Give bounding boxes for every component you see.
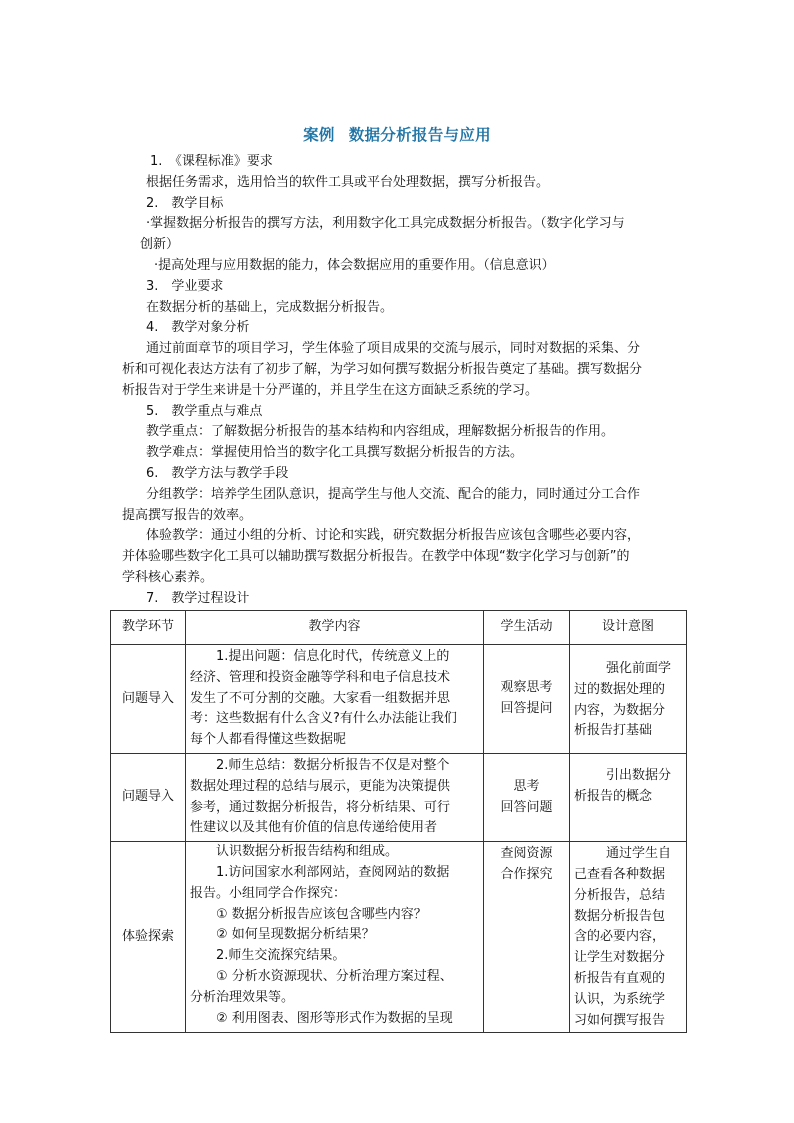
row1-intent-line: 过的数据处理的 bbox=[574, 681, 666, 697]
row1-content-line: 每个人都看得懂这些数据呢 bbox=[190, 732, 347, 748]
section-4-heading: 4. 教学对象分析 bbox=[146, 320, 250, 336]
row2-content-line: 性建议以及其他有价值的信息传递给使用者 bbox=[190, 820, 438, 836]
section-6-p2-line2: 并体验哪些数字化工具可以辅助撰写数据分析报告。在教学中体现“数字化学习与创新”的 bbox=[122, 549, 630, 565]
page-title bbox=[0, 123, 794, 145]
section-5-heading: 5. 教学重点与难点 bbox=[146, 403, 263, 419]
row2-intent bbox=[570, 753, 687, 841]
row2-content bbox=[186, 753, 484, 841]
body-text bbox=[122, 152, 686, 610]
section-2-item2: ·提高处理与应用数据的能力，体会数据应用的重要作用。（信息意识） bbox=[154, 257, 555, 273]
header-content: 教学内容 bbox=[186, 611, 484, 645]
section-6-p1-line1: 分组教学：培养学生团队意识，提高学生与他人交流、配合的能力，同时通过分工合作 bbox=[146, 486, 641, 502]
row1-intent-line: 内容，为数据分 bbox=[574, 702, 666, 718]
row3-intent-line: 析报告有直观的 bbox=[574, 970, 666, 986]
row3-content-line: 认识数据分析报告结构和组成。 bbox=[216, 844, 399, 860]
row3-intent-line: 认识，为系统学 bbox=[574, 991, 666, 1007]
section-5-key: 教学重点：了解数据分析报告的基本结构和内容组成，理解数据分析报告的作用。 bbox=[146, 424, 615, 440]
section-2-heading: 2. 教学目标 bbox=[146, 195, 224, 211]
row1-activity-line: 观察思考 bbox=[500, 680, 553, 696]
row1-content bbox=[186, 645, 484, 754]
row3-intent-line: 分析报告，总结 bbox=[574, 887, 666, 903]
table-row bbox=[111, 753, 687, 841]
row3-activity-line: 查阅资源 bbox=[500, 846, 553, 862]
section-6-p2-line3: 学科核心素养。 bbox=[122, 569, 214, 585]
row1-intent-line: 析报告打基础 bbox=[574, 723, 653, 739]
row2-activity bbox=[484, 753, 570, 841]
row1-stage: 问题导入 bbox=[111, 645, 186, 754]
row3-content-line: ② 如何呈现数据分析结果？ bbox=[216, 927, 375, 943]
row3-intent-line: 让学生对数据分 bbox=[574, 950, 666, 966]
row3-content-line: 2.师生交流探究结果。 bbox=[216, 948, 346, 964]
title-part2: 数据分析报告与应用 bbox=[348, 126, 491, 144]
table-row bbox=[111, 645, 687, 754]
row3-intent bbox=[570, 842, 687, 1033]
teaching-process-table bbox=[110, 610, 687, 1033]
row3-stage: 体验探索 bbox=[111, 842, 186, 1033]
row3-intent-line: 己查看各种数据 bbox=[574, 866, 666, 882]
row3-activity bbox=[484, 842, 570, 1033]
section-4-line2: 析和可视化表达方法有了初步了解，为学习如何撰写数据分析报告奠定了基础。撰写数据分 bbox=[122, 361, 643, 377]
row2-content-line: 2.师生总结：数据分析报告不仅是对整个 bbox=[216, 757, 450, 773]
row1-content-line: 经济、管理和投资金融等学科和电子信息技术 bbox=[190, 669, 451, 685]
row1-content-line: 考：这些数据有什么含义?有什么办法能让我们 bbox=[190, 711, 457, 727]
section-1-text: 根据任务需求，选用恰当的软件工具或平台处理数据，撰写分析报告。 bbox=[146, 174, 550, 190]
row1-intent-line: 强化前面学 bbox=[606, 661, 672, 676]
row1-intent bbox=[570, 645, 687, 754]
row2-intent-line: 引出数据分 bbox=[606, 767, 672, 783]
section-6-p2-line1: 体验教学：通过小组的分析、讨论和实践，研究数据分析报告应该包含哪些必要内容， bbox=[146, 528, 641, 544]
row3-intent-line: 习如何撰写报告 bbox=[574, 1012, 666, 1028]
section-6-p1-line2: 提高撰写报告的效率。 bbox=[122, 507, 253, 523]
header-stage: 教学环节 bbox=[111, 611, 186, 645]
row3-content-line: 报告。小组同学合作探究： bbox=[190, 885, 347, 901]
row2-content-line: 数据处理过程的总结与展示，更能为决策提供 bbox=[190, 778, 451, 794]
section-7-heading: 7. 教学过程设计 bbox=[146, 590, 250, 606]
section-3-heading: 3. 学业要求 bbox=[146, 278, 224, 294]
row3-content-line: 1.访问国家水利部网站，查阅网站的数据 bbox=[216, 864, 450, 880]
table-row bbox=[111, 842, 687, 1033]
title-part1: 案例 bbox=[303, 126, 335, 144]
section-4-line3: 析报告对于学生来讲是十分严谨的，并且学生在这方面缺乏系统的学习。 bbox=[122, 382, 539, 398]
section-5-difficulty: 教学难点：掌握使用恰当的数字化工具撰写数据分析报告的方法。 bbox=[146, 445, 524, 461]
row3-content-line: ① 数据分析报告应该包含哪些内容？ bbox=[216, 906, 427, 922]
row3-intent-line: 通过学生自 bbox=[606, 846, 672, 862]
section-6-heading: 6. 教学方法与教学手段 bbox=[146, 465, 289, 481]
table-header-row bbox=[111, 611, 687, 645]
row3-content-line: ② 利用图表、图形等形式作为数据的呈现 bbox=[216, 1010, 453, 1026]
row1-activity-line: 回答提问 bbox=[500, 700, 553, 716]
header-intent: 设计意图 bbox=[570, 611, 687, 645]
row1-activity bbox=[484, 645, 570, 754]
row3-intent-line: 数据分析报告包 bbox=[574, 908, 666, 924]
row2-intent-line: 析报告的概念 bbox=[574, 788, 653, 804]
section-1-heading: 1. 《课程标准》要求 bbox=[150, 154, 273, 169]
section-3-text: 在数据分析的基础上，完成数据分析报告。 bbox=[146, 299, 394, 315]
row1-content-line: 发生了不可分割的交融。大家看一组数据并思 bbox=[190, 690, 451, 706]
row1-content-line: 1.提出问题：信息化时代，传统意义上的 bbox=[216, 649, 450, 664]
row2-activity-line: 思考 bbox=[513, 778, 540, 794]
section-2-item1-line1: ·掌握数据分析报告的撰写方法，利用数字化工具完成数据分析报告。（数字化学习与 bbox=[146, 216, 625, 232]
section-2-item1-line2: 创新） bbox=[140, 237, 180, 253]
row3-activity-line: 合作探究 bbox=[500, 866, 553, 882]
row2-activity-line: 回答问题 bbox=[500, 799, 553, 815]
header-activity: 学生活动 bbox=[484, 611, 570, 645]
row3-content-line: 分析治理效果等。 bbox=[190, 989, 295, 1005]
row3-content bbox=[186, 842, 484, 1033]
row3-intent-line: 含的必要内容， bbox=[574, 929, 666, 945]
row2-stage: 问题导入 bbox=[111, 753, 186, 841]
section-4-line1: 通过前面章节的项目学习，学生体验了项目成果的交流与展示，同时对数据的采集、分 bbox=[146, 341, 641, 357]
row2-content-line: 参考，通过数据分析报告，将分析结果、可行 bbox=[190, 799, 451, 815]
row3-content-line: ① 分析水资源现状、分析治理方案过程、 bbox=[216, 968, 453, 984]
